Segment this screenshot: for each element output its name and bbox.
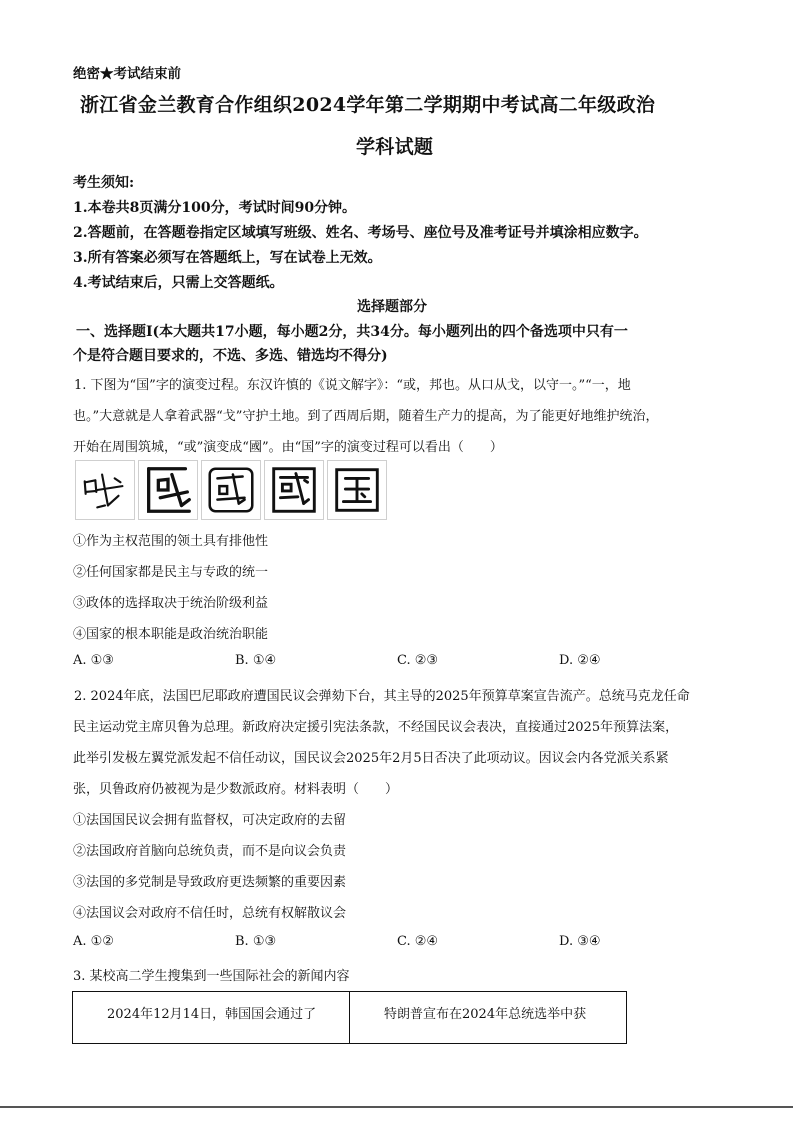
news-cell-korea: 2024年12月14日，韩国国会通过了 [73,992,350,1044]
glyph-simplified-image [327,460,387,520]
confidential-label: 绝密★考试结束前 [73,66,181,82]
q2-statement: ②法国政府首脑向总统负责，而不是向议会负责 [73,844,347,859]
q1-statement: ①作为主权范围的领土具有排他性 [73,534,269,549]
q2-statement: ③法国的多党制是导致政府更迭频繁的重要因素 [73,875,347,890]
glyph-traditional-image [264,460,324,520]
q2-statement: ④法国议会对政府不信任时，总统有权解散议会 [73,906,347,921]
q1-option-c: C. ②③ [397,653,439,668]
q1-statement: ③政体的选择取决于统治阶级利益 [73,596,269,611]
exam-title-line1: 浙江省金兰教育合作组织2024学年第二学期期中考试高二年级政治 [80,94,656,116]
q1-option-d: D. ②④ [559,653,601,668]
q1-statement: ④国家的根本职能是政治统治职能 [73,627,269,642]
q2-option-d: D. ③④ [559,934,601,949]
section-instruction-line1: 一、选择题Ⅰ(本大题共17小题，每小题2分，共34分。每小题列出的四个备选项中只有一 [76,324,628,340]
notice-item: 1.本卷共8页满分100分，考试时间90分钟。 [73,200,357,216]
q2-option-c: C. ②④ [397,934,439,949]
glyph-oracle-image [75,460,135,520]
exam-title-line2: 学科试题 [356,136,434,158]
q2-statement: ①法国国民议会拥有监督权，可决定政府的去留 [73,813,347,828]
q2-stem-line: 此举引发极左翼党派发起不信任动议，国民议会2025年2月5日否决了此项动议。因议会内各党派关系紧 [73,751,669,766]
q2-stem-line: 2. 2024年底，法国巴尼耶政府遭国民议会弹劾下台，其主导的2025年预算草案宣告流产。总统马克龙任命 [74,689,690,704]
notice-item: 2.答题前，在答题卷指定区域填写班级、姓名、考场号、座位号及准考证号并填涂相应数字。 [73,225,648,241]
q2-option-b: B. ①③ [235,934,277,949]
q2-stem-line: 民主运动党主席贝鲁为总理。新政府决定援引宪法条款，不经国民议会表决，直接通过2025年预算法案， [73,720,679,735]
q1-statement: ②任何国家都是民主与专政的统一 [73,565,269,580]
glyph-seal-image [201,460,261,520]
q1-option-a: A. ①③ [73,653,114,668]
q1-stem-line: 1. 下图为“国”字的演变过程。东汉许慎的《说文解字》：“或，邦也。从口从戈，以守一。”“一，地 [74,378,631,393]
notice-heading: 考生须知: [73,175,135,191]
page-bottom-rule [0,1106,793,1108]
q3-stem: 3. 某校高二学生搜集到一些国际社会的新闻内容 [73,969,350,984]
news-cell-trump: 特朗普宣布在2024年总统选举中获 [350,992,627,1044]
section-part-title: 选择题部分 [357,299,427,315]
notice-item: 4.考试结束后，只需上交答题纸。 [73,275,284,291]
notice-item: 3.所有答案必须写在答题纸上，写在试卷上无效。 [73,250,382,266]
q1-stem-line: 也。”大意就是人拿着武器“戈”守护土地。到了西周后期，随着生产力的提高，为了能更好地维护统治， [73,409,659,424]
news-table [72,991,627,1044]
q1-option-b: B. ①④ [235,653,277,668]
section-instruction-line2: 个是符合题目要求的，不选、多选、错选均不得分) [73,348,388,364]
q2-option-a: A. ①② [73,934,114,949]
q1-stem-line: 开始在周围筑城，“或”演变成“國”。由“国”字的演变过程可以看出（ ） [73,440,503,455]
glyph-bronze-image [138,460,198,520]
q2-stem-line: 张，贝鲁政府仍被视为是少数派政府。材料表明（ ） [73,782,399,797]
table-row [73,992,627,1044]
